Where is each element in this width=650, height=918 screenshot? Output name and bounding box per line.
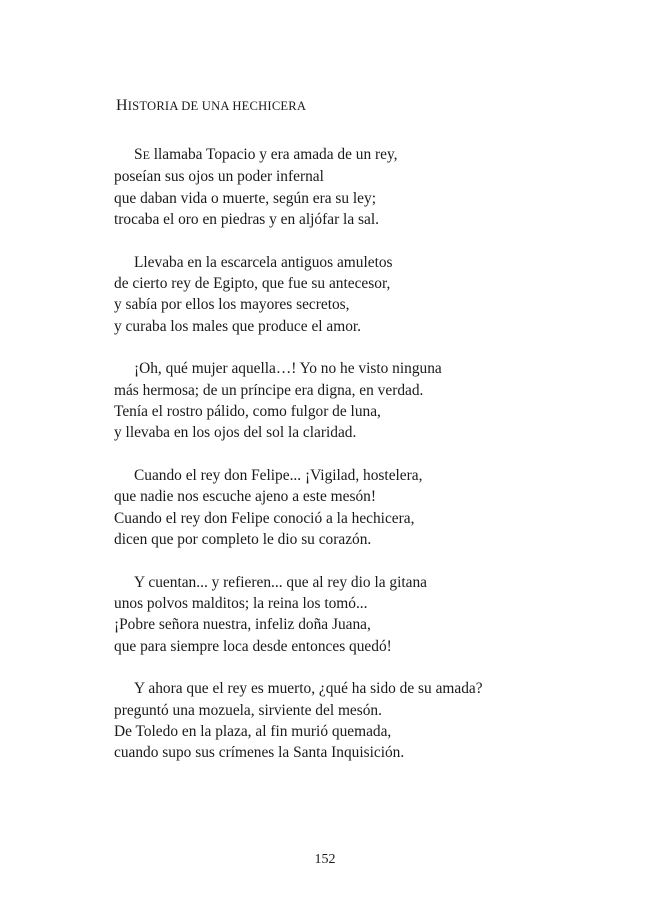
poem-title (116, 97, 306, 115)
verse-line: y llevaba en los ojos del sol la claridad. (114, 424, 357, 442)
stanza-2 (114, 252, 574, 338)
verse-text: llamaba Topacio y era amada de un rey, (149, 146, 398, 163)
verse-line: cuando supo sus crímenes la Santa Inquisición. (114, 744, 405, 762)
verse-line: más hermosa; de un príncipe era digna, en verdad. (114, 381, 424, 399)
verse-line: poseían sus ojos un poder infernal (114, 168, 324, 186)
verse-line (114, 144, 574, 166)
verse-line: trocaba el oro en piedras y en aljófar la sal. (114, 211, 379, 229)
verse-line: Y ahora que el rey es muerto, ¿qué ha sido de su amada? (134, 680, 483, 698)
first-word-initial: S (134, 146, 143, 163)
verse-line: Cuando el rey don Felipe... ¡Vigilad, hostelera, (134, 466, 423, 484)
verse-line: ¡Oh, qué mujer aquella…! Yo no he visto ninguna (134, 360, 442, 378)
verse-line: Cuando el rey don Felipe conoció a la hechicera, (114, 509, 415, 527)
title-small-caps: ISTORIA DE UNA HECHICERA (127, 99, 307, 113)
verse-line: y sabía por ellos los mayores secretos, (114, 296, 350, 314)
verse-line: preguntó una mozuela, sirviente del mesón. (114, 701, 382, 719)
verse-line: ¡Pobre señora nuestra, infeliz doña Juana, (114, 616, 371, 634)
verse-line: que daban vida o muerte, según era su ley; (114, 189, 376, 207)
title-initial: H (116, 97, 128, 114)
verse-line: que nadie nos escuche ajeno a este mesón! (114, 488, 376, 506)
stanza-6 (114, 678, 574, 764)
verse-line: Llevaba en la escarcela antiguos amuletos (134, 253, 393, 271)
verse-line: de cierto rey de Egipto, que fue su antecesor, (114, 275, 391, 293)
verse-line: Y cuentan... y refieren... que al rey dio la gitana (134, 573, 428, 591)
stanza-4 (114, 465, 574, 551)
verse-line: que para siempre loca desde entonces quedó! (114, 637, 392, 655)
stanza-3 (114, 358, 574, 444)
verse-line: unos polvos malditos; la reina los tomó... (114, 594, 368, 612)
stanza-1 (114, 144, 574, 231)
stanza-5 (114, 572, 574, 658)
page-number: 152 (314, 852, 336, 867)
verse-line: y curaba los males que produce el amor. (114, 317, 362, 335)
poem-body (114, 144, 574, 785)
verse-line: dicen que por completo le dio su corazón. (114, 531, 372, 549)
verse-line: Tenía el rostro pálido, como fulgor de luna, (114, 403, 381, 421)
first-word-small-caps: E (142, 148, 150, 162)
verse-line: De Toledo en la plaza, al fin murió quemada, (114, 722, 392, 740)
